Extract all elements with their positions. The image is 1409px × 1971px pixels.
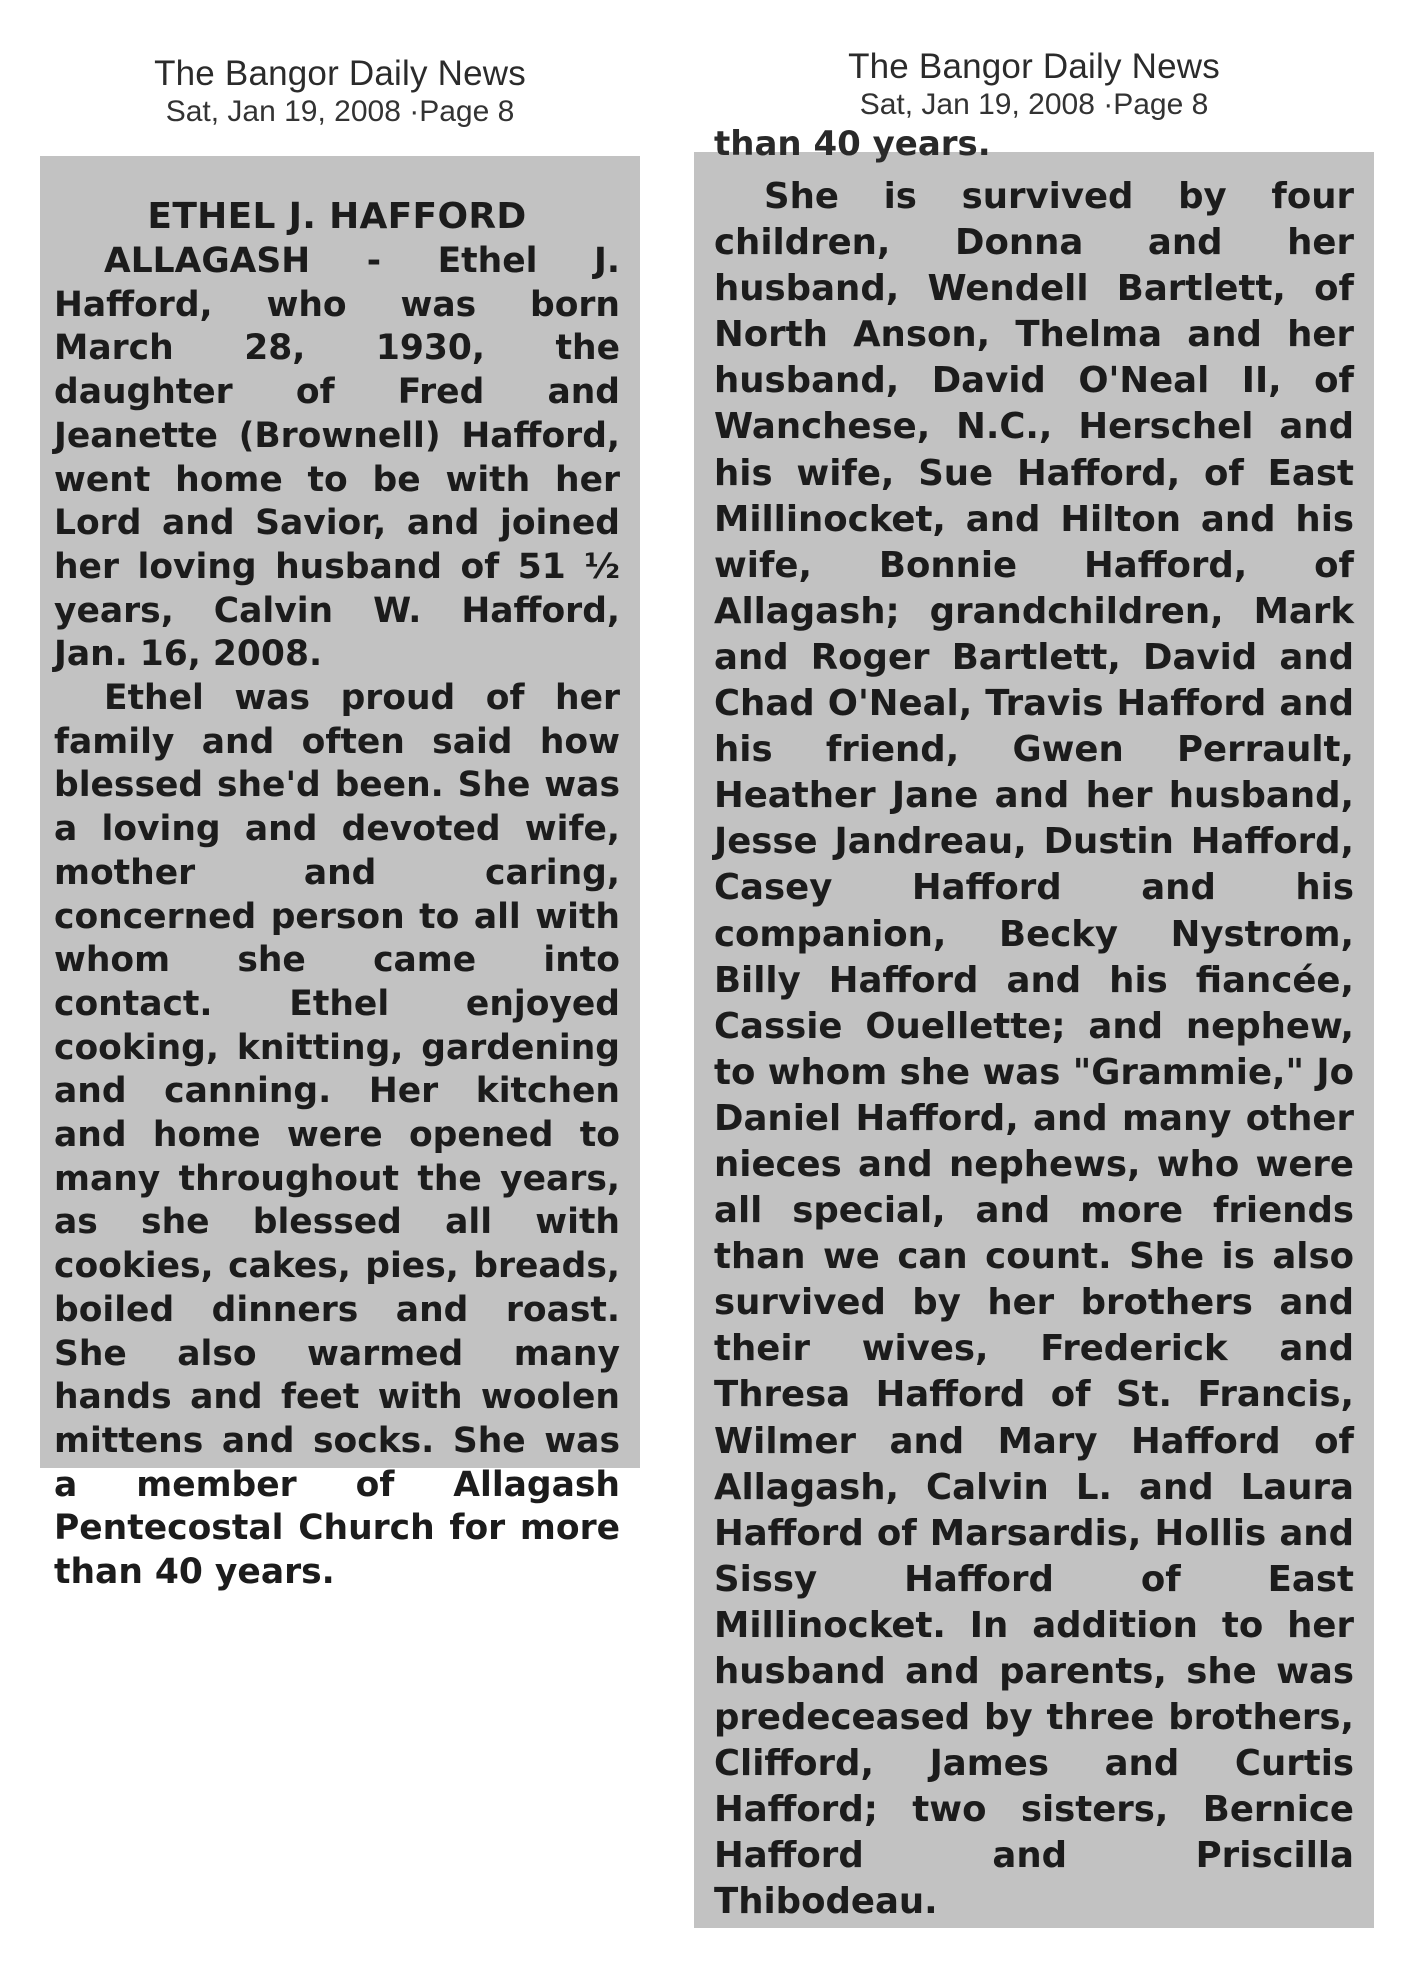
cutoff-line (714, 124, 1354, 166)
cutoff-line-text: than 40 years. (714, 124, 991, 164)
left-caption (40, 0, 640, 130)
right-clipping (694, 0, 1374, 1923)
publication-date: Sat, Jan 19, 2008 ·Page 8 (859, 88, 1209, 121)
left-clipping (40, 0, 640, 1593)
publication-name: The Bangor Daily News (848, 47, 1220, 86)
obituary-paragraph: ALLAGASH - Ethel J. Hafford, who was born March 28, 1930, the daughter of Fred and Jeanette (Brownell) Hafford, went home to be with her Lord and Savior, and joined her loving husband of 51 ½ years, Calvin W. Hafford, Jan. 16, 2008. (54, 241, 620, 675)
newspaper-clipping-image (694, 124, 1374, 1928)
obituary-paragraph: She is survived by four children, Donna and her husband, Wendell Bartlett, of North Anson, Thelma and her husband, David O'Neal II, of Wanchese, N.C., Herschel and his wife, Sue Hafford, of East Millinocket, and Hilton and his wife, Bonnie Hafford, of Allagash; grandchildren, Mark and Roger Bartlett, David and Chad O'Neal, Travis Hafford and his friend, Gwen Perrault, Heather Jane and her husband, Jesse Jandreau, Dustin Hafford, Casey Hafford and his companion, Becky Nystrom, Billy Hafford and his fiancée, Cassie Ouellette; and nephew, to whom she was "Grammie," Jo Daniel Hafford, and many other nieces and nephews, who were all special, and more friends than we can count. She is also survived by her brothers and their wives, Frederick and Thresa Hafford of St. Francis, Wilmer and Mary Hafford of Allagash, Calvin L. and Laura Hafford of Marsardis, Hollis and Sissy Hafford of East Millinocket. In addition to her husband and parents, she was predeceased by three brothers, Clifford, James and Curtis Hafford; two sisters, Bernice Hafford and Priscilla Thibodeau. (714, 176, 1354, 1923)
publication-name: The Bangor Daily News (154, 54, 526, 93)
obituary-paragraph: Ethel was proud of her family and often said how blessed she'd been. She was a loving and devoted wife, mother and caring, concerned person to all with whom she came into contact. Ethel enjoyed cooking, knitting, gardening and canning. Her kitchen and home were opened to many throughout the years, as she blessed all with cookies, cakes, pies, breads, boiled dinners and roast. She also warmed many hands and feet with woolen mittens and socks. She was a member of Allagash Pentecostal Church for more than 40 years. (54, 678, 620, 1593)
publication-date: Sat, Jan 19, 2008 ·Page 8 (165, 95, 515, 128)
newspaper-clipping-image (40, 156, 640, 1593)
obituary-headline: ETHEL J. HAFFORD (147, 196, 527, 237)
right-caption (694, 0, 1374, 123)
